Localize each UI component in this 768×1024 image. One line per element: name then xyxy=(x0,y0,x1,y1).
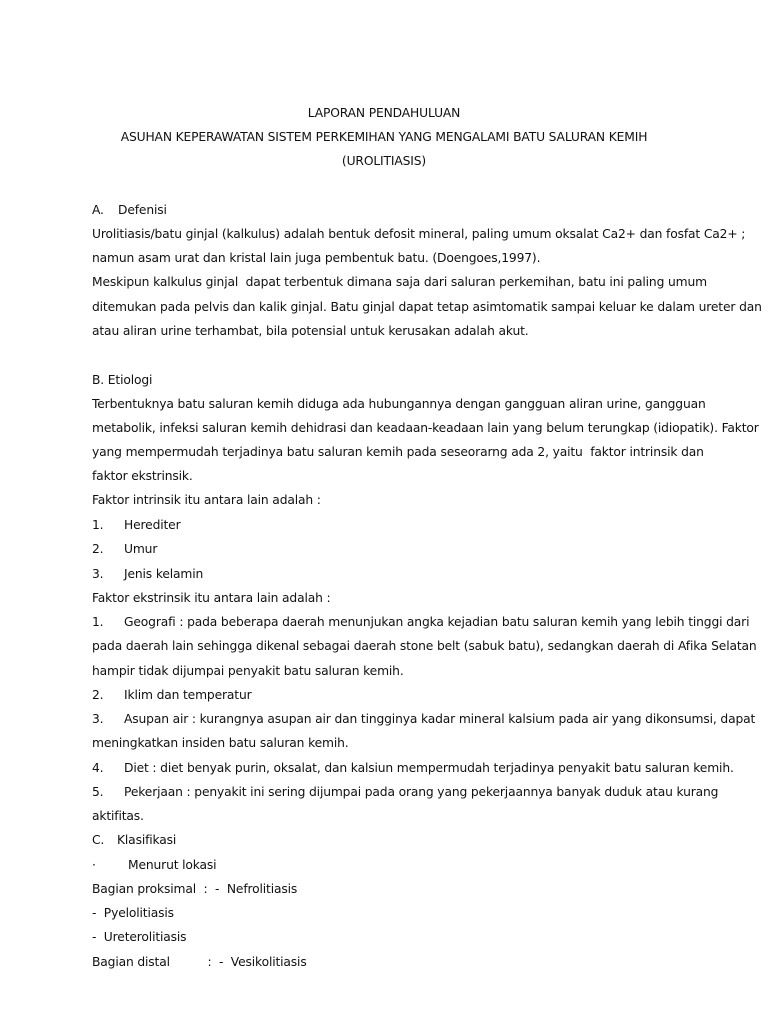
list-item: Iklim dan temperatur xyxy=(124,688,252,702)
section-a-line: namun asam urat dan kristal lain juga pembentuk batu. (Doengoes,1997). xyxy=(92,251,541,265)
list-number: 3. xyxy=(92,712,104,726)
list-number: 4. xyxy=(92,761,104,775)
bullet-item: Menurut lokasi xyxy=(128,858,217,872)
section-a-line: Urolitiasis/batu ginjal (kalkulus) adalah bentuk defosit mineral, paling umum oksalat Ca2+ dan fosfat Ca2+ ; xyxy=(92,227,746,241)
section-a-line: atau aliran urine terhambat, bila potensial untuk kerusakan adalah akut. xyxy=(92,324,529,338)
section-c-heading: Klasifikasi xyxy=(117,833,177,847)
list-item: Asupan air : kurangnya asupan air dan tingginya kadar mineral kalsium pada air yang dikonsumsi, dapat xyxy=(124,712,756,726)
document-title-line3: (UROLITIASIS) xyxy=(341,154,427,168)
list-item: Pekerjaan : penyakit ini sering dijumpai pada orang yang pekerjaannya banyak duduk atau kurang xyxy=(124,785,719,799)
document-title-line2: ASUHAN KEPERAWATAN SISTEM PERKEMIHAN YANG MENGALAMI BATU SALURAN KEMIH xyxy=(120,130,648,144)
section-a-letter: A. xyxy=(92,203,104,217)
section-a-heading: Defenisi xyxy=(118,203,167,217)
section-b-line: metabolik, infeksi saluran kemih dehidrasi dan keadaan-keadaan lain yang belum terungkap (idiopatik). Faktor xyxy=(92,421,759,435)
list-number: 3. xyxy=(92,567,104,581)
classification-line: Bagian proksimal : - Nefrolitiasis xyxy=(92,882,298,896)
section-b-heading: B. Etiologi xyxy=(92,373,153,387)
section-a-line: Meskipun kalkulus ginjal dapat terbentuk dimana saja dari saluran perkemihan, batu ini paling umum xyxy=(92,275,707,289)
section-b-line: yang mempermudah terjadinya batu saluran kemih pada seseorarng ada 2, yaitu faktor intrinsik dan xyxy=(92,445,704,459)
list-number: 1. xyxy=(92,518,104,532)
list-item-continuation: pada daerah lain sehingga dikenal sebagai daerah stone belt (sabuk batu), sedangkan daerah di Afika Selatan xyxy=(92,639,757,653)
extrinsic-intro: Faktor ekstrinsik itu antara lain adalah : xyxy=(92,591,331,605)
list-number: 2. xyxy=(92,688,104,702)
section-a-line: ditemukan pada pelvis dan kalik ginjal. Batu ginjal dapat tetap asimtomatik sampai keluar ke dalam ureter dan xyxy=(92,300,762,314)
list-number: 2. xyxy=(92,542,104,556)
classification-line: - Ureterolitiasis xyxy=(92,930,187,944)
classification-line: - Pyelolitiasis xyxy=(92,906,174,920)
list-item: Diet : diet benyak purin, oksalat, dan kalsiun mempermudah terjadinya penyakit batu saluran kemih. xyxy=(124,761,734,775)
section-b-line: Terbentuknya batu saluran kemih diduga ada hubungannya dengan gangguan aliran urine, gangguan xyxy=(92,397,706,411)
section-b-line: faktor ekstrinsik. xyxy=(92,469,193,483)
list-item-continuation: hampir tidak dijumpai penyakit batu saluran kemih. xyxy=(92,664,404,678)
bullet-icon: · xyxy=(92,858,96,872)
list-item-continuation: meningkatkan insiden batu saluran kemih. xyxy=(92,736,349,750)
list-item: Herediter xyxy=(124,518,181,532)
list-item: Jenis kelamin xyxy=(124,567,204,581)
list-item: Umur xyxy=(124,542,158,556)
document-title-line1: LAPORAN PENDAHULUAN xyxy=(307,106,461,120)
list-number: 5. xyxy=(92,785,104,799)
list-item: Geografi : pada beberapa daerah menunjukan angka kejadian batu saluran kemih yang lebih tinggi dari xyxy=(124,615,750,629)
section-c-letter: C. xyxy=(92,833,105,847)
section-b-line: Faktor intrinsik itu antara lain adalah : xyxy=(92,493,321,507)
classification-line: Bagian distal : - Vesikolitiasis xyxy=(92,955,307,969)
list-item-continuation: aktifitas. xyxy=(92,809,144,823)
list-number: 1. xyxy=(92,615,104,629)
